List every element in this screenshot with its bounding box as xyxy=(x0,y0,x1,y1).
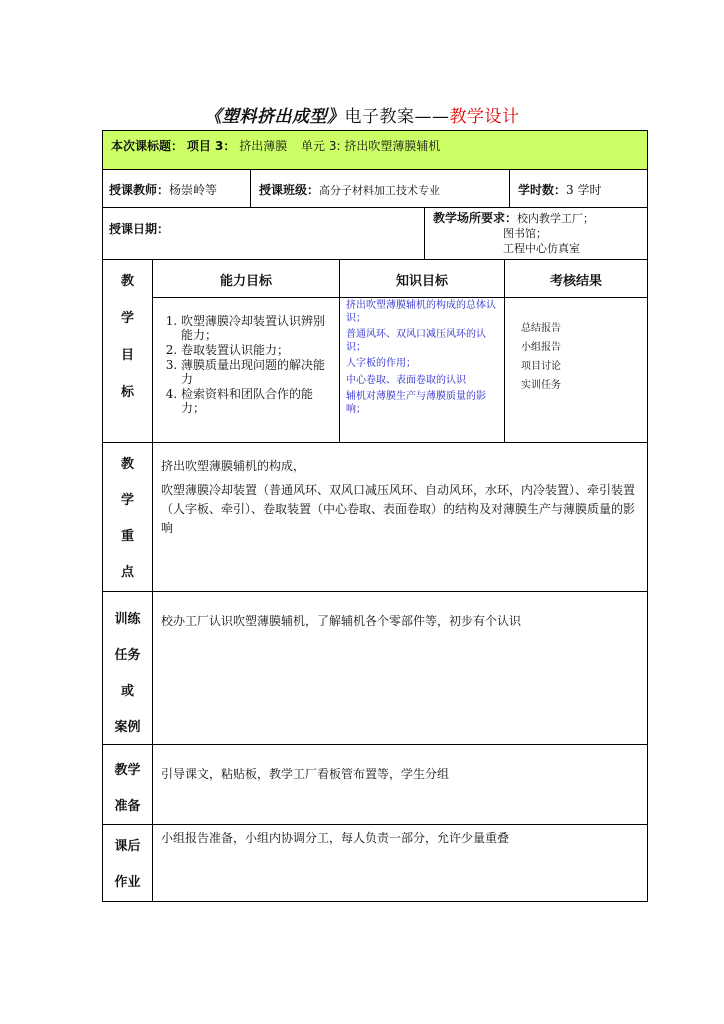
title-doc: 电子教案—— xyxy=(344,107,450,127)
teacher-cell xyxy=(102,169,251,208)
knowledge-item: 中心卷取、表面卷取的认识 xyxy=(346,375,466,386)
place-cell xyxy=(424,207,648,260)
training-content xyxy=(152,591,648,745)
prep-content xyxy=(152,744,648,825)
assess-list-cell xyxy=(504,297,648,443)
goals-side xyxy=(102,259,153,443)
class-name: 高分子材料加工技术专业 xyxy=(319,184,441,197)
homework-side: 课后 作业 xyxy=(102,824,153,902)
homework-content xyxy=(152,824,648,902)
knowledge-header: 知识目标 xyxy=(339,259,505,298)
assess-item: 项目讨论 xyxy=(521,361,561,372)
ability-header: 能力目标 xyxy=(152,259,340,298)
assess-item: 总结报告 xyxy=(521,323,561,334)
lesson-header xyxy=(102,130,648,170)
prep-side: 教学 准备 xyxy=(102,744,153,825)
project-name: 挤出薄膜 xyxy=(239,139,288,153)
knowledge-list-cell xyxy=(339,297,505,443)
knowledge-item: 挤出吹塑薄膜辅机的构成的总体认识； xyxy=(346,300,496,324)
training-side: 训练 任务 或 案例 xyxy=(102,591,153,745)
class-label: 授课班级： xyxy=(259,183,320,197)
hours-label: 学时数： xyxy=(518,183,567,197)
knowledge-item: 辅机对薄膜生产与薄膜质量的影响； xyxy=(346,391,486,415)
focus-line-2: 吹塑薄膜冷却装置（普通风环、双风口减压风环、自动风环，水环，内冷装置）、牵引装置（人字板、牵引）、卷取装置（中心卷取、表面卷取）的结构及对薄膜生产与薄膜质量的影响 xyxy=(161,483,636,535)
ability-item: 1. 吹塑薄膜冷却装置认识辨别能力； xyxy=(181,314,335,342)
goals-side-2: 学 xyxy=(120,311,134,326)
hours-value: 3 学时 xyxy=(566,183,602,197)
knowledge-item: 人字板的作用； xyxy=(346,358,416,369)
lesson-label: 本次课标题： xyxy=(111,139,184,153)
prep-text: 引导课文，粘贴板，教学工厂看板管布置等，学生分组 xyxy=(161,767,450,781)
place-2: 图书馆； xyxy=(503,227,547,240)
knowledge-item: 普通风环、双风口减压风环的认识； xyxy=(346,329,486,353)
goals-side-3: 目 xyxy=(120,348,134,363)
focus-line-1: 挤出吹塑薄膜辅机的构成， xyxy=(161,459,306,473)
place-label: 教学场所要求： xyxy=(433,211,518,225)
goals-side-1: 教 xyxy=(120,274,134,289)
teacher-name: 杨崇岭等 xyxy=(169,183,218,197)
ability-item: 2. 卷取装置认识能力； xyxy=(181,343,335,357)
document-title xyxy=(0,102,724,127)
goals-side-4: 标 xyxy=(120,385,134,400)
teacher-label: 授课教师： xyxy=(109,183,170,197)
date-cell xyxy=(102,207,425,260)
ability-item: 4. 检索资料和团队合作的能力； xyxy=(181,387,335,415)
assess-header: 考核结果 xyxy=(504,259,648,298)
title-course: 《塑料挤出成型》 xyxy=(204,107,345,127)
ability-list xyxy=(159,314,335,415)
place-1: 校内教学工厂； xyxy=(517,212,595,225)
assess-item: 实训任务 xyxy=(521,380,561,391)
place-3: 工程中心仿真室 xyxy=(503,242,580,255)
class-cell xyxy=(250,169,510,208)
focus-side: 教 学 重 点 xyxy=(102,442,153,592)
assess-item: 小组报告 xyxy=(521,342,561,353)
date-label: 授课日期： xyxy=(109,222,170,236)
training-text: 校办工厂认识吹塑薄膜辅机，了解辅机各个零部件等，初步有个认识 xyxy=(161,614,522,628)
focus-content xyxy=(152,442,648,592)
unit-name: 单元 3: 挤出吹塑薄膜辅机 xyxy=(301,139,441,153)
project-number: 项目 3： xyxy=(186,139,236,153)
title-design: 教学设计 xyxy=(449,107,520,127)
ability-item: 3. 薄膜质量出现问题的解决能力 xyxy=(181,358,335,386)
homework-text: 小组报告准备，小组内协调分工，每人负责一部分，允许少量重叠 xyxy=(161,831,510,845)
ability-list-cell xyxy=(152,297,340,443)
hours-cell xyxy=(509,169,648,208)
